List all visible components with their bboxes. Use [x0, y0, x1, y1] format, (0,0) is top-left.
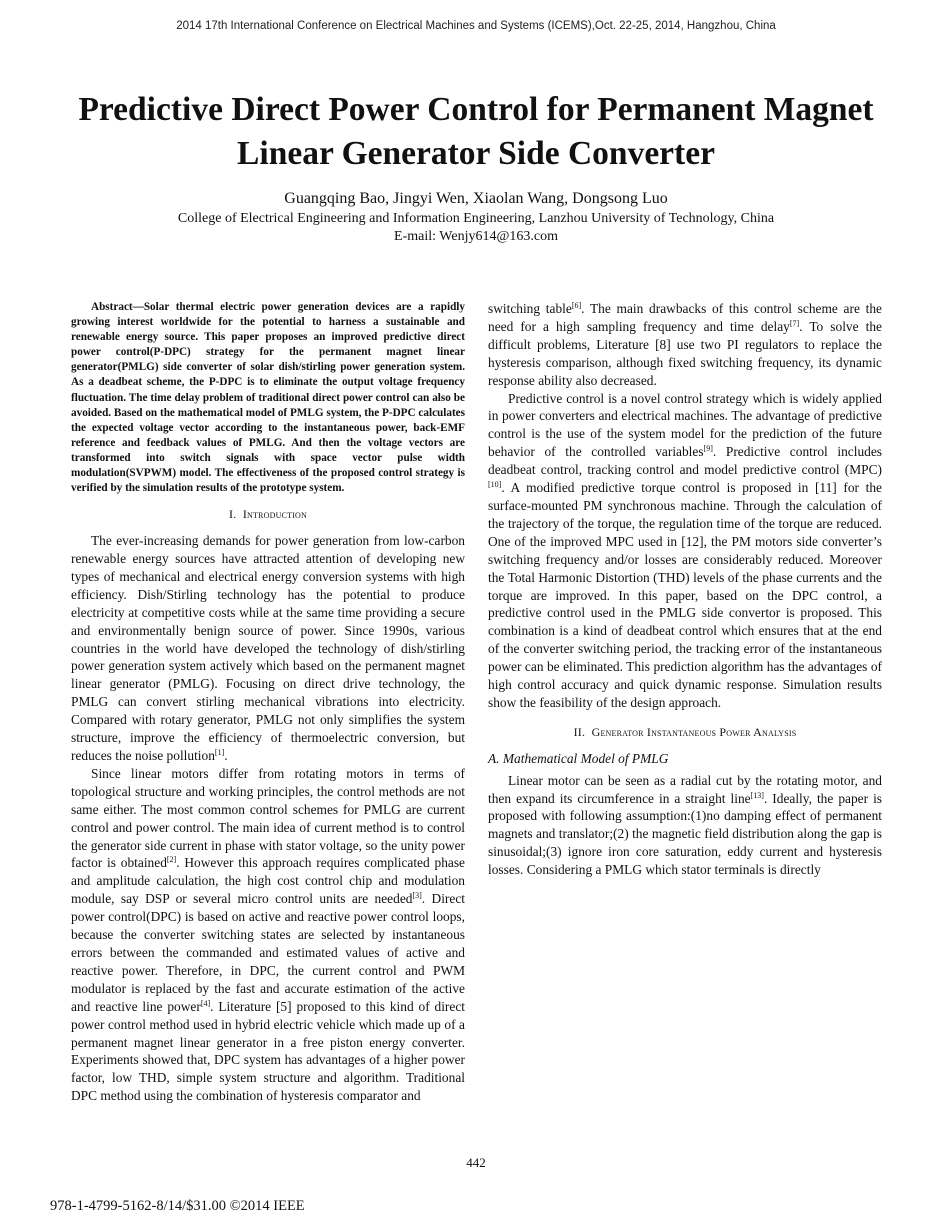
paragraph-text: The ever-increasing demands for power generation from low-carbon renewable energy sources have attracted attention of developing new types of mechanical and electrical energy conversion systems with high efficiency. Dish/Stirling technology has the potential to produce electricity at competitive costs while at the same time providing a secure and environmentally benign source of power. Since 1990s, various countries in the world have developed the technology of dish/stirling power generation system actively which based on the permanent magnet linear generator (PMLG). Focusing on direct drive technology, the PMLG can convert stirling mechanical vibrations into electricity. Compared with rotary generator, PMLG not only simplifies the system structure, improve the efficiency of thermoelectric conversion, but reduces the noise pollution	[71, 533, 465, 763]
paragraph-text: Predictive control is a novel control strategy which is widely applied in power converters and electrical machines. The advantage of predictive control is the use of the system model for the prediction of the future behavior of the controlled variables	[488, 390, 882, 460]
section-number: II.	[573, 724, 586, 739]
paragraph-text: .	[224, 748, 228, 763]
left-column	[71, 300, 465, 1105]
paragraph-text: . Ideally, the paper is proposed with following assumption:(1)no damping effect of permanent magnets and translator;(2) the magnetic field distribution along the gap is sinusoidal;(3) ignore iron core saturation, eddy current and hysteresis losses. Considering a PMLG which stator terminals is directly	[488, 790, 882, 878]
paragraph-text: . A modified predictive torque control is proposed in [11] for the surface-mounted PM synchronous machine. Through the calculation of the trajectory of the torque, the regulation time of the torque are reduced. One of the improved MPC used in [12], the PM motors side converter’s switching frequency and/or losses are considerably reduced. Moreover the Total Harmonic Distortion (THD) levels of the phase currents and the torque are improved. In this paper, based on the DPC control, a predictive control used in the PMLG side convertor is proposed. This combination is a kind of deadbeat control which ensures that at the end of the converter switching period, the tracking error of the instantaneous power can be eliminated. This prediction algorithm has the advantages of high control accuracy and quick dynamic response. Simulation results show the feasibility of the design approach.	[488, 480, 882, 710]
intro-paragraph-1	[71, 532, 465, 765]
citation: [13]	[750, 790, 764, 800]
paragraph-text: . Literature [5] proposed to this kind of direct power control method used in hybrid electric vehicle which made up of a permanent magnet linear generator in a free piston energy converter. Experiments showed that, DPC system has advantages of a higher power factor, low THD, simple system structure and algorithm. Traditional DPC method using the combination of hysteresis comparator and	[71, 998, 465, 1104]
paragraph-text: . Direct power control(DPC) is based on active and reactive power control loops, because the converter switching states are selected by instantaneous errors between the commanded and estimated values of active and reactive power. Therefore, in DPC, the current control and PWM modulator is replaced by the fast and accurate estimation of the active and reactive line power	[71, 891, 465, 1014]
citation: [6]	[571, 301, 582, 310]
citation: [3]	[412, 891, 422, 901]
intro-paragraph-2-continued	[488, 300, 882, 390]
section-title: Introduction	[242, 507, 307, 522]
page-number: 442	[466, 1155, 486, 1170]
citation: [7]	[789, 318, 800, 328]
conference-header: 2014 17th International Conference on Electrical Machines and Systems (ICEMS),Oct. 22-25, 2014, Hangzhou, China	[176, 20, 776, 32]
section-heading-introduction	[71, 506, 465, 524]
section-number: I.	[229, 507, 237, 522]
isbn-footer: 978-1-4799-5162-8/14/$31.00 ©2014 IEEE	[50, 1198, 305, 1214]
section-heading-power-analysis	[488, 724, 882, 742]
paragraph-text: Since linear motors differ from rotating motors in terms of topological structure and working principles, the control methods are not same either. The most common control schemes for PMLG are current control and power control. The main idea of current method is to control the generator side current in phase with stator voltage, so the unity power factor is obtained	[71, 765, 465, 871]
paragraph-text: . However this approach requires complicated phase and amplitude calculation, the high cost control chip and modulation module, say DSP or several micro control units are needed	[71, 855, 465, 907]
paragraph-text: Linear motor can be seen as a radial cut by the rotating motor, and then expand its circumference in a straight line	[488, 772, 882, 806]
model-paragraph-1	[488, 772, 882, 879]
subsection-heading-model: A. Mathematical Model of PMLG	[488, 750, 669, 766]
intro-paragraph-3	[488, 390, 882, 712]
author-list: Guangqing Bao, Jingyi Wen, Xiaolan Wang, Dongsong Luo	[284, 190, 668, 207]
citation: [1]	[214, 748, 225, 757]
author-email: E-mail: Wenjy614@163.com	[394, 229, 558, 244]
citation: [2]	[166, 855, 177, 865]
section-title: Generator Instantaneous Power Analysis	[591, 724, 797, 739]
paragraph-text: . To solve the difficult problems, Literature [8] use two PI regulators to replace the hysteresis comparison, although fixed switching frequency, its dynamic response ability also decreased.	[488, 318, 882, 388]
paragraph-text: . Predictive control includes deadbeat control, tracking control and model predictive control (MPC)	[488, 444, 883, 478]
abstract: Abstract—Solar thermal electric power generation devices are a rapidly growing interest worldwide for the potential to harness a sustainable and renewable energy source. This paper proposes an improved predictive direct power control(P-DPC) strategy for the permanent magnet linear generator(PMLG) side converter of solar dish/stirling power generation system. As a deadbeat scheme, the P-DPC is to eliminate the output voltage frequency fluctuation. The time delay problem of traditional direct power control can also be avoided. Based on the mathematical model of PMLG system, the P-DPC calculates the expected voltage vector according to the instantaneous power, back-EMF reference and feedback values of PMLG. And then the voltage vectors are transformed into switch signals with space vector pulse width modulation(SVPWM) model. The effectiveness of the proposed control strategy is verified by the simulation results of the prototype system.	[71, 301, 465, 495]
affiliation: College of Electrical Engineering and Information Engineering, Lanzhou University of Technology, China	[177, 211, 775, 226]
intro-paragraph-2	[71, 765, 465, 1105]
citation: [10]	[488, 480, 502, 490]
right-column	[488, 300, 882, 879]
paragraph-text: . The main drawbacks of this control scheme are the need for a high sampling frequency and time delay	[488, 301, 882, 334]
paper-title: Predictive Direct Power Control for Permanent Magnet Linear Generator Side Converter	[78, 91, 874, 172]
paragraph-text: switching table	[488, 301, 572, 316]
citation: [4]	[200, 998, 211, 1008]
citation: [9]	[703, 444, 713, 454]
